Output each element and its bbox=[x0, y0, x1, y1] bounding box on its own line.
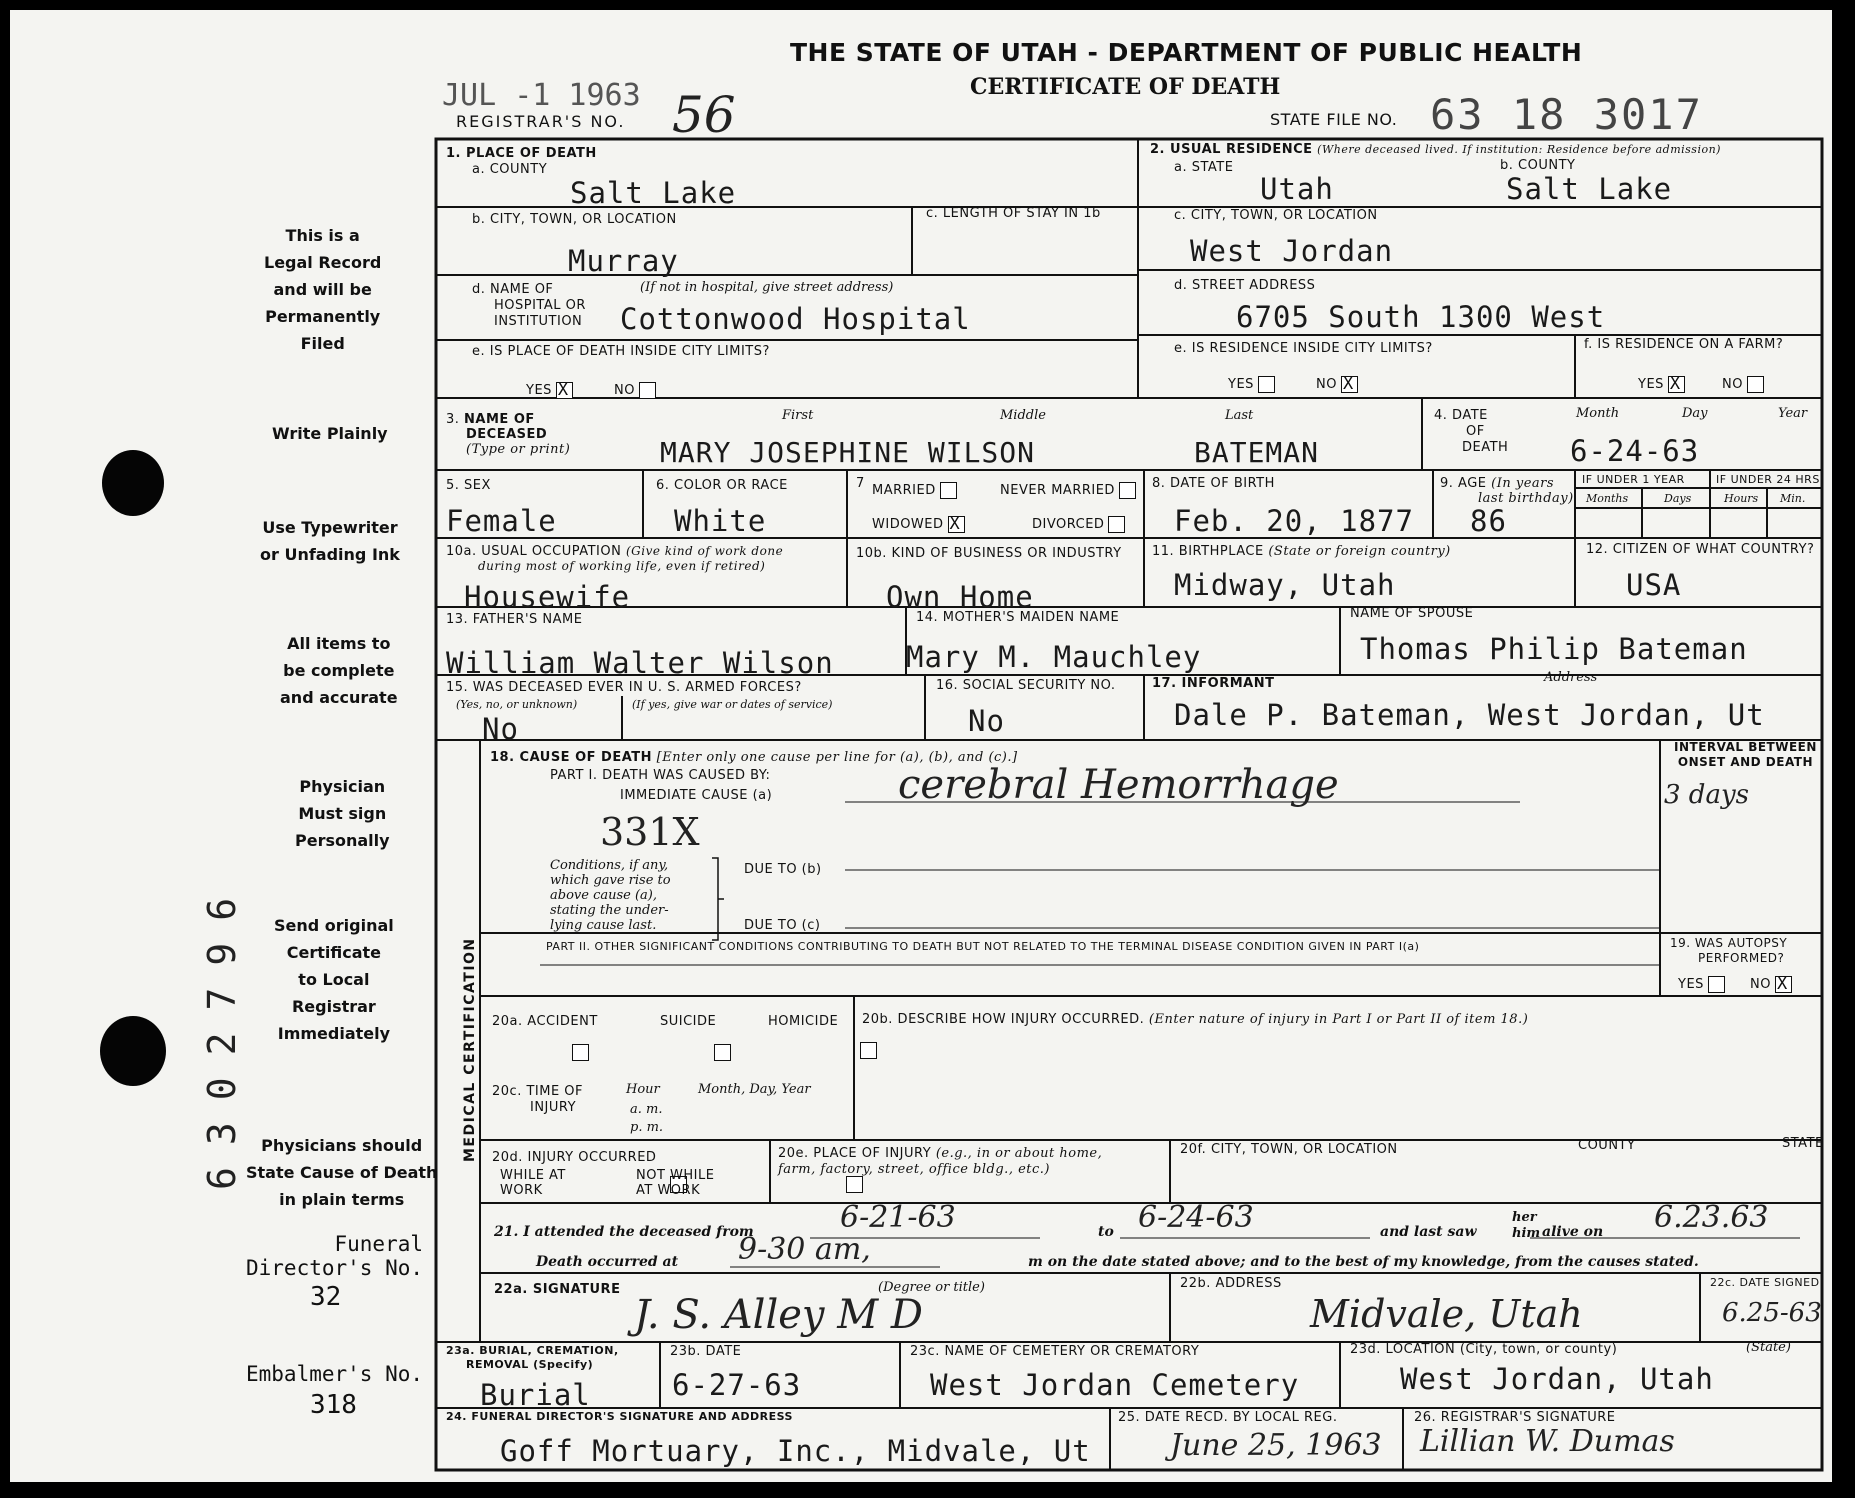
f23a-value: Burial bbox=[480, 1378, 591, 1412]
f22c-label: 22c. DATE SIGNED bbox=[1710, 1276, 1820, 1289]
f2-state-label: a. STATE bbox=[1174, 160, 1234, 175]
f2-farm-yes: YESX bbox=[1638, 376, 1685, 393]
f13-label: 13. FATHER'S NAME bbox=[446, 612, 583, 627]
f10b-label: 10b. KIND OF BUSINESS OR INDUSTRY bbox=[856, 546, 1122, 561]
f18-immediate: IMMEDIATE CAUSE (a) bbox=[620, 788, 773, 803]
f7-divorced-checkbox bbox=[1108, 516, 1125, 533]
f15-label: 15. WAS DECEASED EVER IN U. S. ARMED FORCES? bbox=[446, 680, 802, 695]
f2-inside-label: e. IS RESIDENCE INSIDE CITY LIMITS? bbox=[1174, 341, 1433, 356]
f15-note2: (If yes, give war or dates of service) bbox=[632, 698, 833, 711]
f3-name: MARY JOSEPHINE WILSON bbox=[660, 436, 1036, 469]
f20e-label: 20e. PLACE OF INJURY (e.g., in or about home, farm, factory, street, office bldg., etc.) bbox=[778, 1146, 1103, 1177]
f14-value: Mary M. Mauchley bbox=[906, 640, 1202, 674]
f20-not-while-checkbox bbox=[846, 1176, 863, 1193]
f12-label: 12. CITIZEN OF WHAT COUNTRY? bbox=[1586, 542, 1815, 557]
f18-code: 331X bbox=[600, 810, 700, 854]
f7-widowed: WIDOWEDX bbox=[872, 516, 965, 533]
f19-no-checkbox bbox=[1775, 976, 1792, 993]
received-date-stamp: JUL -1 1963 bbox=[442, 78, 641, 113]
f17-label: 17. INFORMANT bbox=[1152, 676, 1275, 691]
f23b-label: 23b. DATE bbox=[670, 1344, 742, 1359]
f3-label: 3. NAME OF DECEASED (Type or print) bbox=[446, 412, 571, 457]
f4-label: 4. DATE OF DEATH bbox=[1434, 408, 1509, 455]
f19-label: 19. WAS AUTOPSY PERFORMED? bbox=[1670, 936, 1788, 965]
f12-value: USA bbox=[1626, 568, 1682, 602]
f9-days: Days bbox=[1664, 492, 1692, 505]
f1-hosp-label-1: HOSPITAL OR bbox=[494, 298, 586, 313]
f23d-value: West Jordan, Utah bbox=[1400, 1362, 1714, 1396]
f20-suicide-checkbox bbox=[714, 1044, 731, 1061]
f1-city: Murray bbox=[568, 244, 679, 278]
f19-no: NOX bbox=[1750, 976, 1792, 993]
f17-value: Dale P. Bateman, West Jordan, Ut bbox=[1174, 698, 1765, 732]
f1-inside-yes-checkbox bbox=[556, 382, 573, 399]
f1-inside-no: NO bbox=[614, 382, 656, 399]
f11-label: 11. BIRTHPLACE (State or foreign country) bbox=[1152, 544, 1451, 559]
f2-street-label: d. STREET ADDRESS bbox=[1174, 278, 1316, 293]
embalmer-label: Embalmer's No. bbox=[246, 1362, 424, 1386]
f2-farm-no-checkbox bbox=[1747, 376, 1764, 393]
f17-address-label: Address bbox=[1544, 670, 1598, 685]
f2-county: Salt Lake bbox=[1506, 172, 1673, 206]
f9-label: 9. AGE (In years last birthday) bbox=[1440, 476, 1574, 506]
f22-address: Midvale, Utah bbox=[1310, 1292, 1583, 1336]
f22-degree: (Degree or title) bbox=[878, 1280, 985, 1295]
f25-value: June 25, 1963 bbox=[1170, 1428, 1382, 1463]
f6-label: 6. COLOR OR RACE bbox=[656, 478, 788, 493]
f3-last: BATEMAN bbox=[1194, 436, 1320, 469]
f20a-label: 20a. ACCIDENT bbox=[492, 1014, 598, 1029]
f19-yes-checkbox bbox=[1708, 976, 1725, 993]
f21-him: him bbox=[1512, 1226, 1541, 1241]
f20d-label: 20d. INJURY OCCURRED bbox=[492, 1150, 657, 1165]
f23a-label: 23a. BURIAL, CREMATION, REMOVAL (Specify) bbox=[446, 1344, 619, 1371]
f1-inside-yes: YESX bbox=[526, 382, 573, 399]
f1-hosp-label-2: INSTITUTION bbox=[494, 314, 583, 329]
f3-first-label: First bbox=[782, 408, 814, 423]
f2-city-label: c. CITY, TOWN, OR LOCATION bbox=[1174, 208, 1378, 223]
f23d-label: 23d. LOCATION (City, town, or county) bbox=[1350, 1342, 1618, 1357]
registrar-no-label: REGISTRAR'S NO. bbox=[456, 112, 626, 131]
f22b-label: 22b. ADDRESS bbox=[1180, 1276, 1282, 1291]
death-certificate bbox=[10, 10, 1832, 1482]
f22a-label: 22a. SIGNATURE bbox=[494, 1282, 621, 1297]
registrar-no: 56 bbox=[672, 86, 736, 144]
f20-am: a. m. bbox=[630, 1102, 663, 1117]
f22-signature: J. S. Alley M D bbox=[634, 1292, 923, 1338]
f20-homicide: HOMICIDE bbox=[768, 1014, 839, 1029]
f21-time: 9-30 am, bbox=[738, 1232, 871, 1267]
f25-label: 25. DATE RECD. BY LOCAL REG. bbox=[1118, 1410, 1338, 1425]
f13-value: William Walter Wilson bbox=[446, 646, 834, 680]
f21-last-saw: and last saw bbox=[1380, 1224, 1477, 1240]
sidebar-send: Send original Certificate to Local Registrar Immediately bbox=[274, 916, 394, 1043]
certificate-title: THE STATE OF UTAH - DEPARTMENT OF PUBLIC HEALTH bbox=[790, 38, 1583, 67]
sidebar-physician: Physician Must sign Personally bbox=[295, 777, 390, 850]
f4-day: Day bbox=[1682, 406, 1708, 421]
f1-title: 1. PLACE OF DEATH bbox=[446, 146, 597, 161]
f18-part2: PART II. OTHER SIGNIFICANT CONDITIONS CONTRIBUTING TO DEATH BUT NOT RELATED TO THE TERMINAL DISEASE CONDITION GIVEN IN PART I(a) bbox=[546, 940, 1420, 953]
sidebar-state-cause: Physicians should State Cause of Death in plain terms bbox=[246, 1136, 438, 1209]
f10b-value: Own Home bbox=[886, 580, 1034, 614]
f23c-value: West Jordan Cemetery bbox=[930, 1368, 1300, 1402]
f2-farm-no: NO bbox=[1722, 376, 1764, 393]
f2-inside-yes-checkbox bbox=[1258, 376, 1275, 393]
f14-label: 14. MOTHER'S MAIDEN NAME bbox=[916, 610, 1120, 625]
f23c-label: 23c. NAME OF CEMETERY OR CREMATORY bbox=[910, 1344, 1200, 1359]
f20-hour: Hour bbox=[626, 1082, 660, 1097]
f20-suicide: SUICIDE bbox=[660, 1014, 717, 1029]
f7-widowed-checkbox bbox=[948, 516, 965, 533]
f18-label: 18. CAUSE OF DEATH [Enter only one cause per line for (a), (b), and (c).] bbox=[490, 750, 1018, 765]
f1-county: Salt Lake bbox=[570, 176, 737, 210]
f22-date: 6.25-63 bbox=[1722, 1298, 1822, 1328]
f7-married-checkbox bbox=[940, 482, 957, 499]
f1-inside-no-checkbox bbox=[639, 382, 656, 399]
f21-to: 6-24-63 bbox=[1138, 1200, 1254, 1235]
f3-last-label: Last bbox=[1225, 408, 1254, 423]
f18-part1: PART I. DEATH WAS CAUSED BY: bbox=[550, 768, 771, 783]
medical-certification-label: MEDICAL CERTIFICATION bbox=[462, 937, 478, 1162]
f7-num: 7 bbox=[856, 476, 865, 491]
sidebar-write-plainly: Write Plainly bbox=[272, 424, 388, 443]
embalmer-no: 318 bbox=[310, 1390, 357, 1420]
f7-divorced: DIVORCED bbox=[1032, 516, 1125, 533]
f2-street: 6705 South 1300 West bbox=[1236, 300, 1606, 334]
f19-yes: YES bbox=[1678, 976, 1725, 993]
f9-months: Months bbox=[1586, 492, 1629, 505]
f5-label: 5. SEX bbox=[446, 478, 491, 493]
f2-inside-yes: YES bbox=[1228, 376, 1275, 393]
f4-year: Year bbox=[1778, 406, 1808, 421]
f9-hours: Hours bbox=[1724, 492, 1759, 505]
f9-under1: IF UNDER 1 YEAR bbox=[1582, 473, 1685, 486]
f20-accident-checkbox bbox=[572, 1044, 589, 1061]
f9-value: 86 bbox=[1470, 504, 1507, 538]
f2-title: 2. USUAL RESIDENCE (Where deceased lived. If institution: Residence before admission) bbox=[1150, 142, 1721, 157]
f3-middle-label: Middle bbox=[1000, 408, 1046, 423]
f1-county-label: a. COUNTY bbox=[472, 162, 548, 177]
f2-county-label: b. COUNTY bbox=[1500, 158, 1576, 173]
funeral-director-label: Funeral Director's No. bbox=[246, 1232, 424, 1280]
f20-pm: p. m. bbox=[630, 1120, 664, 1135]
f18-interval: 3 days bbox=[1664, 780, 1749, 810]
spouse-value: Thomas Philip Bateman bbox=[1360, 632, 1748, 666]
f10a-value: Housewife bbox=[464, 580, 631, 614]
f16-label: 16. SOCIAL SECURITY NO. bbox=[936, 678, 1116, 693]
f1-hosp-label-d: d. NAME OF bbox=[472, 282, 554, 297]
f26-label: 26. REGISTRAR'S SIGNATURE bbox=[1414, 1410, 1616, 1425]
f20-homicide-checkbox bbox=[860, 1042, 877, 1059]
f23b-value: 6-27-63 bbox=[672, 1368, 802, 1402]
f18-interval-label: INTERVAL BETWEEN ONSET AND DEATH bbox=[1674, 740, 1817, 769]
f2-farm-label: f. IS RESIDENCE ON A FARM? bbox=[1584, 337, 1784, 352]
f21-alive: 6.23.63 bbox=[1654, 1200, 1769, 1235]
f1-city-label: b. CITY, TOWN, OR LOCATION bbox=[472, 212, 677, 227]
f20b-label: 20b. DESCRIBE HOW INJURY OCCURRED. (Enter nature of injury in Part I or Part II of item 18.) bbox=[862, 1012, 1529, 1027]
f15-value: No bbox=[482, 712, 519, 746]
f21-occurred: Death occurred at bbox=[536, 1254, 679, 1270]
f21-from: 6-21-63 bbox=[840, 1200, 956, 1235]
f23d-state: (State) bbox=[1746, 1340, 1791, 1355]
f9-under24: IF UNDER 24 HRS. bbox=[1716, 473, 1824, 486]
f21-alive-on: alive on bbox=[1542, 1224, 1604, 1240]
f1-hosp-note: (If not in hospital, give street address) bbox=[640, 280, 894, 295]
f2-inside-no: NOX bbox=[1316, 376, 1358, 393]
f1-inside-label: e. IS PLACE OF DEATH INSIDE CITY LIMITS? bbox=[472, 344, 770, 359]
f18-conditions: Conditions, if any, which gave rise to above cause (a), stating the under- lying cause last. bbox=[550, 858, 671, 933]
f11-value: Midway, Utah bbox=[1174, 568, 1396, 602]
f21-attended: 21. I attended the deceased from bbox=[494, 1224, 754, 1240]
f26-value: Lillian W. Dumas bbox=[1420, 1424, 1675, 1459]
f1-stay-label: c. LENGTH OF STAY IN 1b bbox=[926, 206, 1101, 221]
f20-mdy: Month, Day, Year bbox=[698, 1082, 811, 1097]
f4-month: Month bbox=[1576, 406, 1620, 421]
f7-never-checkbox bbox=[1119, 482, 1136, 499]
sidebar-all-items: All items to be complete and accurate bbox=[280, 634, 398, 707]
f18-due-b: DUE TO (b) bbox=[744, 862, 822, 877]
f20-county: COUNTY bbox=[1578, 1138, 1636, 1153]
f8-label: 8. DATE OF BIRTH bbox=[1152, 476, 1275, 491]
certificate-subtitle: CERTIFICATE OF DEATH bbox=[970, 74, 1281, 100]
f20f-label: 20f. CITY, TOWN, OR LOCATION bbox=[1180, 1142, 1398, 1157]
state-file-no: 63 18 3017 bbox=[1430, 90, 1703, 139]
f20c-label: 20c. TIME OF INJURY bbox=[492, 1084, 584, 1115]
f8-value: Feb. 20, 1877 bbox=[1174, 504, 1414, 538]
f2-inside-no-checkbox bbox=[1341, 376, 1358, 393]
f21-to-label: to bbox=[1098, 1224, 1114, 1240]
f10a-label: 10a. USUAL OCCUPATION (Give kind of work done during most of working life, even if retired) bbox=[446, 544, 784, 573]
f18-cause-a: cerebral Hemorrhage bbox=[898, 762, 1339, 808]
f21-rest: m on the date stated above; and to the best of my knowledge, from the causes stated. bbox=[1028, 1254, 1699, 1270]
f20-while: WHILE AT WORK bbox=[500, 1168, 566, 1198]
f2-farm-yes-checkbox bbox=[1668, 376, 1685, 393]
funeral-director-no: 32 bbox=[310, 1282, 342, 1312]
state-file-label: STATE FILE NO. bbox=[1270, 110, 1398, 129]
f6-value: White bbox=[674, 504, 767, 538]
f9-min: Min. bbox=[1780, 492, 1806, 505]
f18-due-c: DUE TO (c) bbox=[744, 918, 821, 933]
vertical-certificate-number: 6302796 bbox=[200, 875, 244, 1190]
f2-state: Utah bbox=[1260, 172, 1334, 206]
spouse-label: NAME OF SPOUSE bbox=[1350, 606, 1474, 621]
f15-note1: (Yes, no, or unknown) bbox=[456, 698, 578, 711]
f21-her: her bbox=[1512, 1210, 1537, 1225]
sidebar-legal: This is a Legal Record and will be Permanently Filed bbox=[264, 226, 382, 353]
f7-married: MARRIED bbox=[872, 482, 957, 499]
f20-state: STATE bbox=[1782, 1136, 1824, 1151]
f2-city: West Jordan bbox=[1190, 234, 1394, 268]
f7-never: NEVER MARRIED bbox=[1000, 482, 1136, 499]
f24-value: Goff Mortuary, Inc., Midvale, Ut bbox=[500, 1434, 1091, 1468]
f5-value: Female bbox=[446, 504, 557, 538]
sidebar-typewriter: Use Typewriter or Unfading Ink bbox=[260, 518, 400, 564]
f20-not-while: NOT WHILE AT WORK bbox=[636, 1168, 715, 1198]
f4-value: 6-24-63 bbox=[1570, 434, 1700, 468]
f24-label: 24. FUNERAL DIRECTOR'S SIGNATURE AND ADDRESS bbox=[446, 1410, 793, 1423]
f1-hospital: Cottonwood Hospital bbox=[620, 302, 971, 336]
f16-value: No bbox=[968, 704, 1005, 738]
